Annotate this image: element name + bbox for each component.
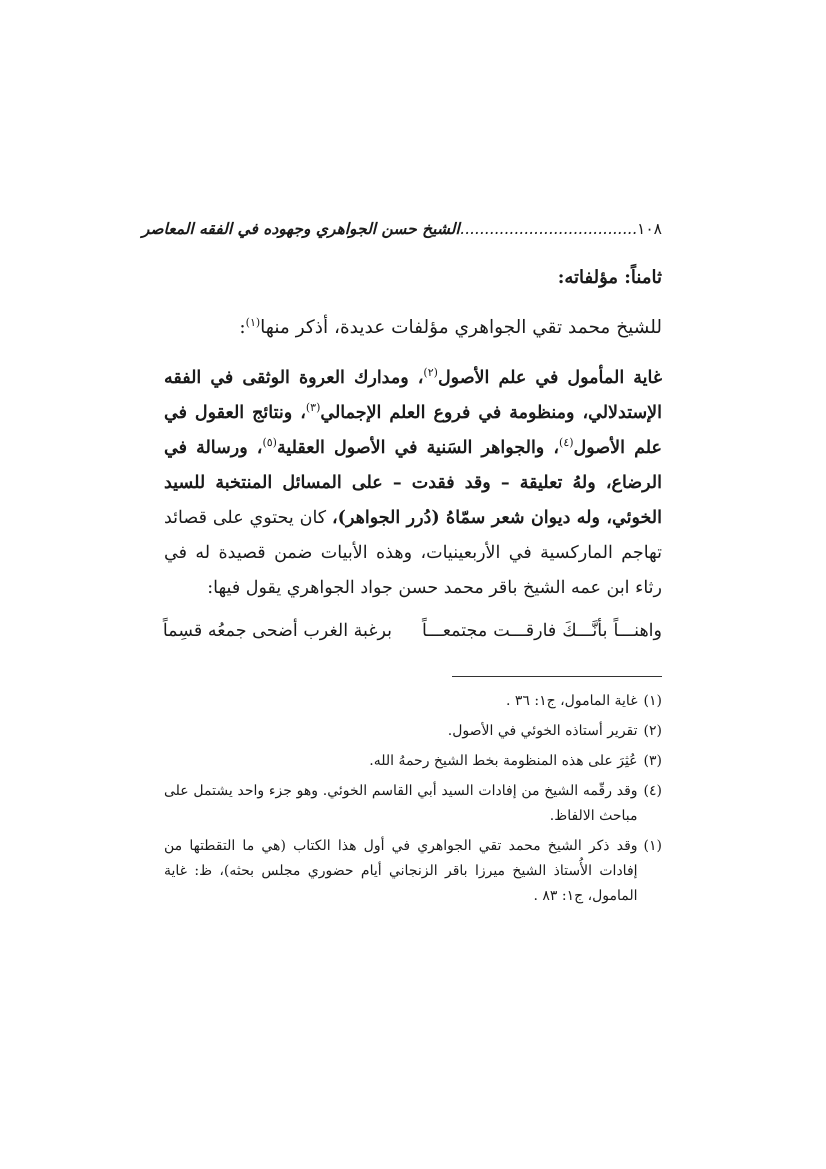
intro-text: للشيخ محمد تقي الجواهري مؤلفات عديدة، أذكر منها: [260, 317, 662, 338]
footnote-mark: (١): [643, 838, 662, 854]
footnote-mark: (٢): [643, 723, 662, 739]
works-segment-1: ، ومدارك العروة الوثقى في الفقه الإستدلالي، ومنظومة في فروع العلم الإجمالي: [164, 368, 662, 423]
verse-second-hemistich: برغبة الغرب أضحى جمعُه قسِماً: [162, 621, 392, 641]
works-plain-text: كان يحتوي على قصائد تهاجم الماركسية في الأربعينيات، وهذه الأبيات ضمن قصيدة له في رثاء ابن عمه الشيخ باقر محمد حسن جواد الجواهري يقول فيها:: [164, 508, 662, 598]
verse-first-hemistich: واهنـــاً بأنَّـــكَ فارقـــت مجتمعـــاً: [422, 621, 662, 641]
work-title-1: غاية المأمول في علم الأصول: [437, 368, 662, 388]
intro-paragraph: [164, 313, 662, 343]
works-segment-4: ، ورسالة في الرضاع، ولهُ تعليقة – وقد فقدت – على المسائل المنتخبة للسيد الخوئي، وله ديوان شعر سمّاهُ (دُرر الجواهر)،: [164, 438, 663, 528]
footnote-text: عُثِرَ على هذه المنظومة بخط الشيخ رحمهُ الله.: [369, 753, 638, 769]
running-head: [141, 219, 662, 239]
section-heading: ثامناً: مؤلفاته:: [557, 267, 662, 288]
page-number: ١٠٨: [637, 220, 662, 238]
footnote-ref-4: (٤): [559, 436, 574, 450]
footnote-ref-3: (٣): [305, 401, 321, 415]
running-head-dots: ....................................: [459, 220, 638, 238]
footnote-mark: (٤): [643, 783, 662, 799]
footnote-separator: [452, 676, 662, 677]
footnote-ref-2: (٢): [423, 366, 438, 380]
footnote-ref-5: (٥): [262, 436, 277, 450]
page-content: [141, 219, 663, 914]
footnote-text: وقد رقّمه الشيخ من إفادات السيد أبي القاسم الخوئي. وهو جزء واحد يشتمل على مباحث الالفاظ.: [164, 783, 638, 824]
footnote-text: تقرير أستاذه الخوئي في الأصول.: [447, 723, 638, 739]
footnote: [164, 719, 662, 744]
footnote-mark: (٣): [643, 753, 662, 769]
footnote-text: وقد ذكر الشيخ محمد تقي الجواهري في أول هذا الكتاب (هي ما التقطتها من إفادات الأُستاذ الشيخ ميرزا باقر الزنجاني أيام حضوري مجلس بحثه)، ظ: غاية المامول، ج١: ٨٣ .: [164, 838, 638, 904]
footnotes: [164, 689, 662, 909]
footnote-ref-1: (١): [245, 315, 261, 329]
running-head-title: الشيخ حسن الجواهري وجهوده في الفقه المعاصر: [141, 219, 460, 238]
footnote-text: غاية المامول، ج١: ٣٦ .: [506, 693, 638, 709]
footnote: [164, 834, 662, 909]
works-segment-3: ، والجواهر السَنية في الأصول العقلية: [276, 438, 560, 458]
footnote-mark: (١): [643, 693, 662, 709]
footnote: [164, 749, 662, 774]
poem-verse: [164, 616, 662, 646]
works-paragraph: [164, 361, 662, 606]
footnote: [164, 689, 662, 714]
intro-tail: :: [239, 317, 246, 338]
footnote: [164, 779, 662, 829]
works-segment-2: ، ونتائج العقول في علم الأصول: [164, 403, 663, 458]
